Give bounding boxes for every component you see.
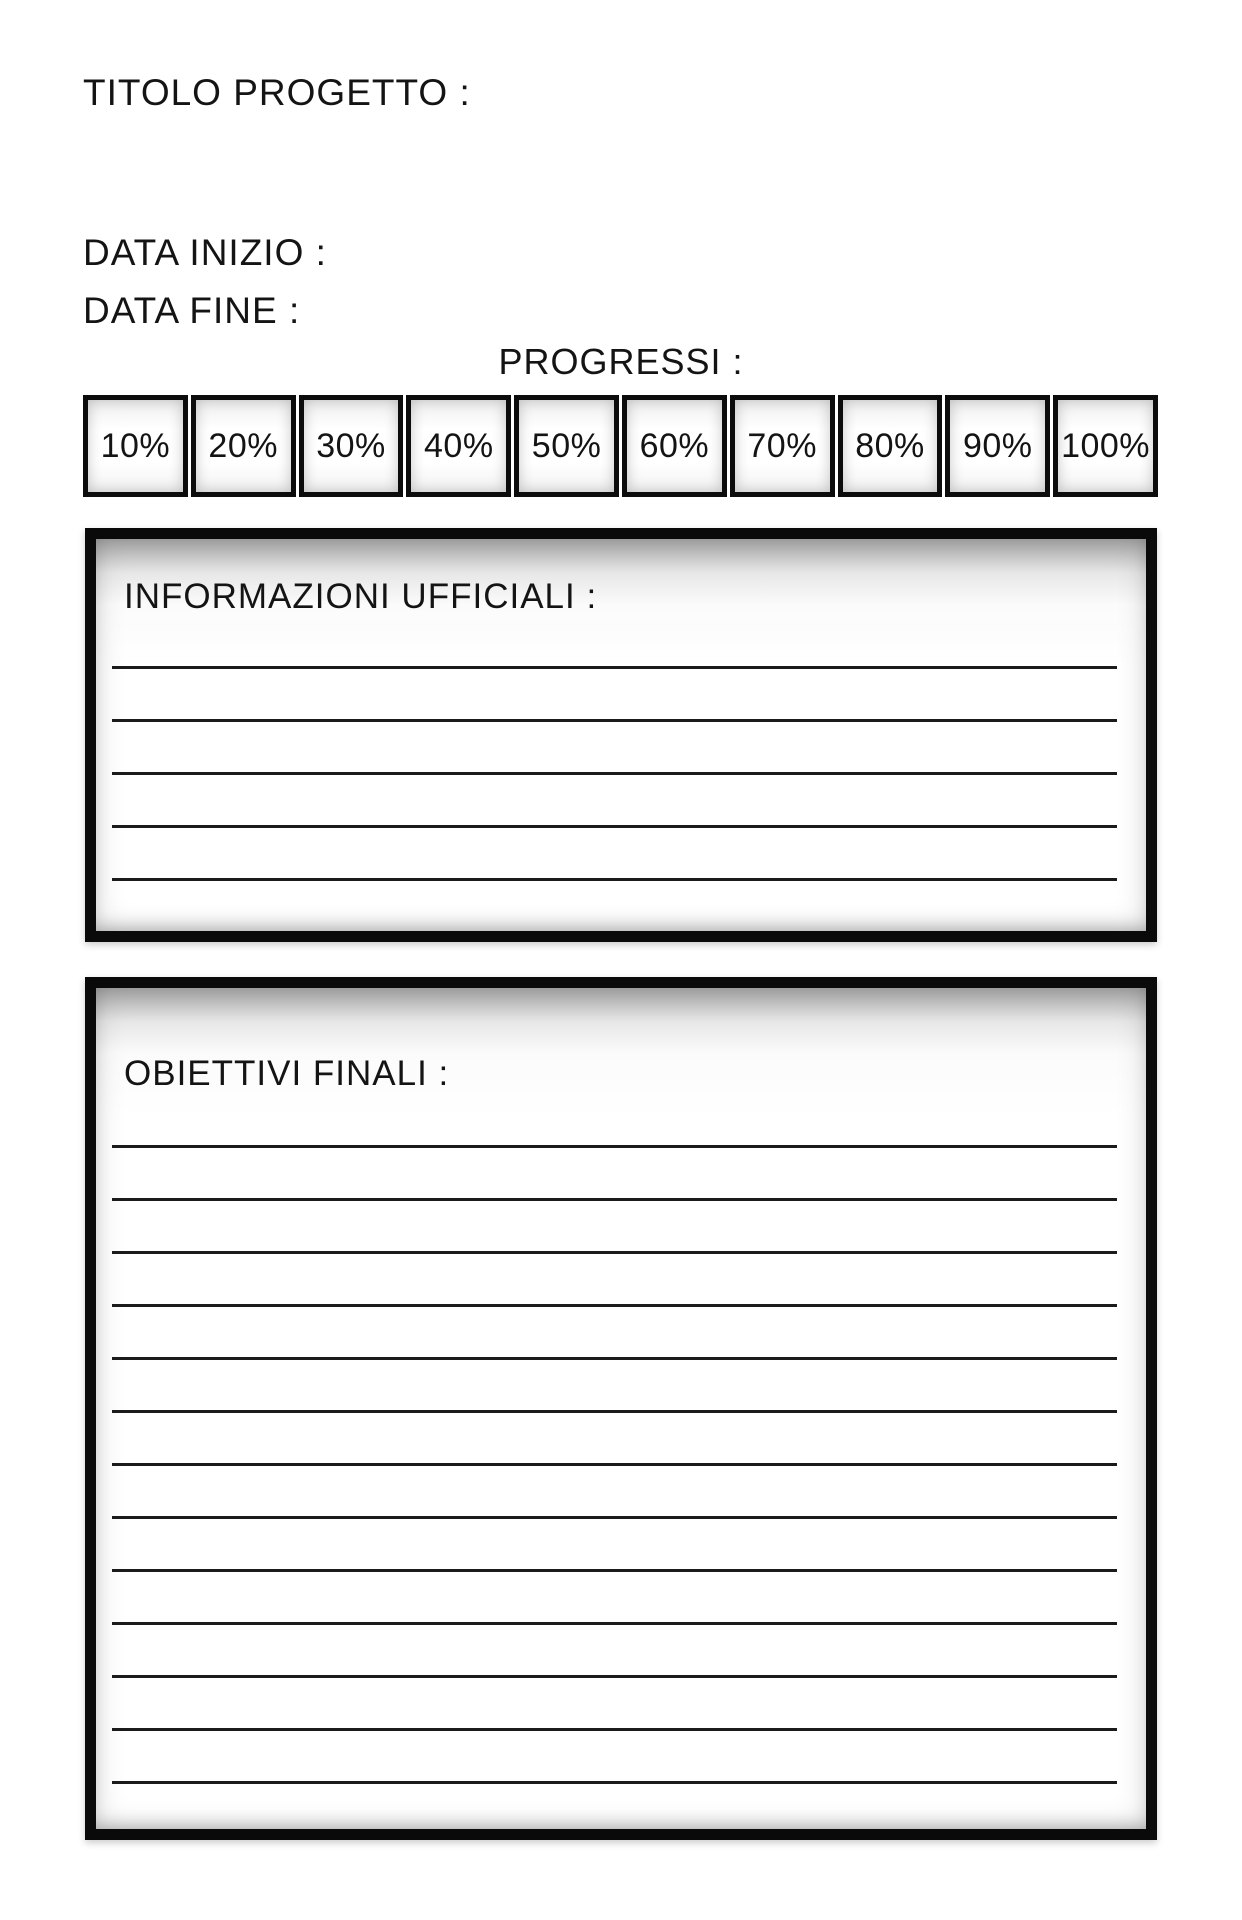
progress-cell[interactable]: 70%	[730, 395, 835, 497]
ruled-line	[112, 1625, 1117, 1678]
ruled-line	[112, 1572, 1117, 1625]
progress-row	[83, 395, 1158, 497]
ruled-line	[112, 1095, 1117, 1148]
progress-cell[interactable]: 20%	[191, 395, 296, 497]
official-info-title: INFORMAZIONI UFFICIALI :	[124, 577, 598, 616]
ruled-line	[112, 1148, 1117, 1201]
ruled-line	[112, 616, 1117, 669]
progress-cell[interactable]: 100%	[1053, 395, 1158, 497]
ruled-line	[112, 1519, 1117, 1572]
ruled-line	[112, 669, 1117, 722]
progress-cell[interactable]: 90%	[945, 395, 1050, 497]
ruled-line	[112, 1307, 1117, 1360]
progress-cell[interactable]: 30%	[299, 395, 404, 497]
final-goals-lines	[112, 1095, 1117, 1784]
ruled-line	[112, 722, 1117, 775]
ruled-line	[112, 775, 1117, 828]
end-date-label: DATA FINE :	[83, 290, 301, 331]
progress-label: PROGRESSI :	[498, 341, 744, 382]
ruled-line	[112, 828, 1117, 881]
ruled-line	[112, 1466, 1117, 1519]
progress-cell[interactable]: 60%	[622, 395, 727, 497]
ruled-line	[112, 1201, 1117, 1254]
project-title-label: TITOLO PROGETTO :	[83, 72, 471, 113]
ruled-line	[112, 1254, 1117, 1307]
ruled-line	[112, 1413, 1117, 1466]
section-official-info	[85, 528, 1157, 942]
progress-cell[interactable]: 80%	[838, 395, 943, 497]
ruled-line	[112, 1731, 1117, 1784]
progress-cell[interactable]: 50%	[514, 395, 619, 497]
official-info-lines	[112, 616, 1117, 881]
progress-cell[interactable]: 40%	[406, 395, 511, 497]
ruled-line	[112, 1360, 1117, 1413]
start-date-label: DATA INIZIO :	[83, 232, 327, 273]
final-goals-title: OBIETTIVI FINALI :	[124, 1054, 450, 1093]
progress-cell[interactable]: 10%	[83, 395, 188, 497]
ruled-line	[112, 1678, 1117, 1731]
section-final-goals	[85, 977, 1157, 1840]
